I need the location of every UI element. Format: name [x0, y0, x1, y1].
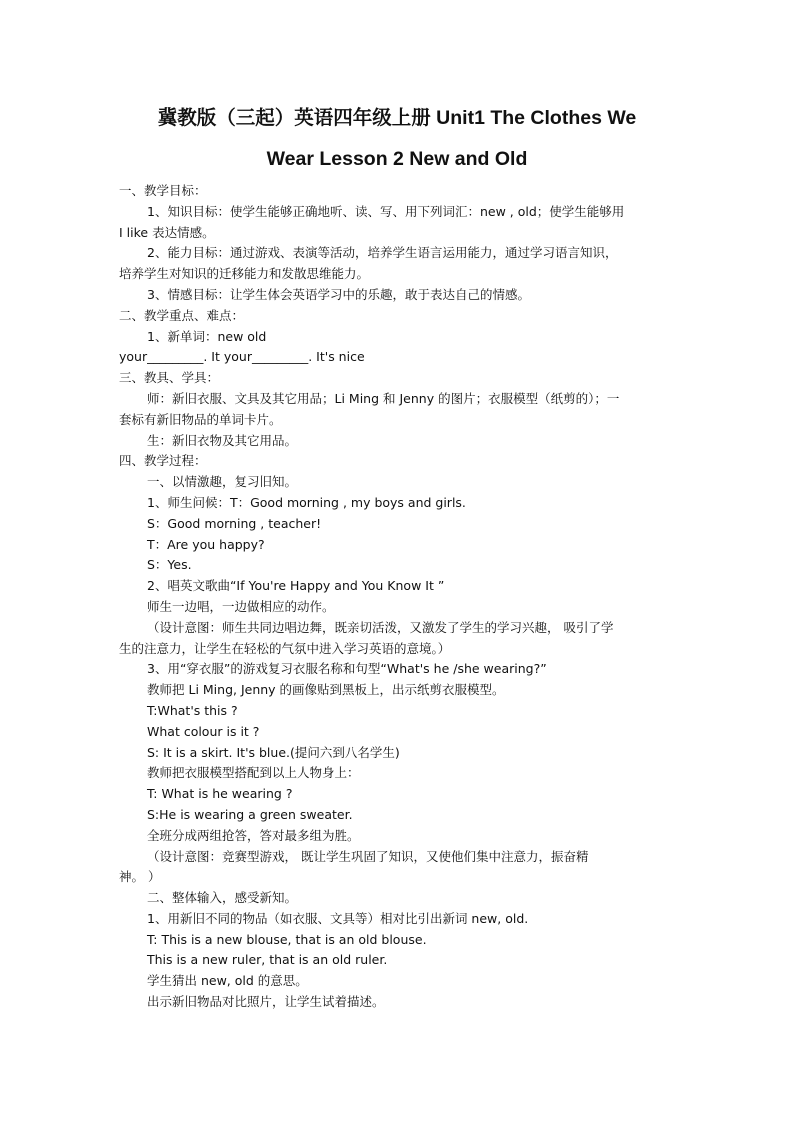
body-line: （设计意图：师生共同边唱边舞，既亲切活泼，又激发了学生的学习兴趣， 吸引了学	[147, 619, 614, 635]
body-line: I like 表达情感。	[119, 224, 215, 240]
body-line: 教师把 Li Ming, Jenny 的画像贴到黑板上，出示纸剪衣服模型。	[147, 682, 505, 698]
body-line: 1、新单词：new old	[147, 328, 267, 344]
body-line: 学生猜出 new, old 的意思。	[147, 973, 308, 989]
body-line: 生的注意力，让学生在轻松的气氛中进入学习英语的意境。）	[119, 640, 451, 656]
body-line: 一、教学目标：	[119, 183, 207, 198]
body-line: 3、用“穿衣服”的游戏复习衣服名称和句型“What's he /she wearing?”	[147, 661, 547, 677]
body-line: 2、唱英文歌曲“If You're Happy and You Know It ”	[147, 578, 445, 594]
body-line: This is a new ruler, that is an old ruler.	[147, 952, 388, 968]
body-line: 一、以情激趣，复习旧知。	[147, 474, 298, 490]
body-line: 教师把衣服模型搭配到以上人物身上：	[147, 765, 360, 781]
body-line: 师生一边唱，一边做相应的动作。	[147, 598, 335, 614]
body-line: 培养学生对知识的迁移能力和发散思维能力。	[119, 266, 370, 282]
body-line: 三、教具、学具：	[119, 370, 220, 386]
body-line: What colour is it ?	[147, 723, 260, 739]
body-line: 二、教学重点、难点：	[119, 307, 245, 323]
body-line: 神。 ）	[119, 869, 161, 885]
body-line: 生：新旧衣物及其它用品。	[147, 432, 298, 448]
body-line: 二、整体输入，感受新知。	[147, 890, 298, 906]
document-title-line-1: 冀教版（三起）英语四年级上册 Unit1 The Clothes We	[157, 107, 637, 129]
body-line: 1、用新旧不同的物品（如衣服、文具等）相对比引出新词 new, old.	[147, 910, 529, 926]
body-line: （设计意图：竞赛型游戏， 既让学生巩固了知识，又使他们集中注意力，振奋精	[147, 848, 589, 864]
body-line: 1、知识目标：使学生能够正确地听、读、写、用下列词汇：new , old；使学生能够用	[147, 203, 625, 219]
body-line: 四、教学过程：	[119, 453, 207, 469]
body-line: T：Are you happy?	[147, 536, 265, 552]
body-line: T: What is he wearing ?	[147, 786, 293, 802]
body-line: 师：新旧衣服、文具及其它用品；Li Ming 和 Jenny 的图片；衣服模型（纸剪的）；一	[147, 390, 620, 406]
body-line: 套标有新旧物品的单词卡片。	[119, 411, 282, 427]
body-line: 全班分成两组抢答，答对最多组为胜。	[147, 827, 360, 843]
document-title-line-2: Wear Lesson 2 New and Old	[266, 148, 528, 170]
body-line: S：Good morning , teacher!	[147, 515, 322, 531]
document-body	[119, 181, 679, 1013]
body-line: your_________. It your_________. It's nice	[119, 349, 365, 365]
body-line: S: It is a skirt. It's blue.(提问六到八名学生)	[147, 744, 400, 760]
body-line: 2、能力目标：通过游戏、表演等活动，培养学生语言运用能力，通过学习语言知识，	[147, 245, 618, 261]
body-line: 出示新旧物品对比照片，让学生试着描述。	[147, 994, 385, 1010]
body-line: 1、师生问候：T：Good morning , my boys and girls.	[147, 494, 466, 510]
body-line: T: This is a new blouse, that is an old blouse.	[147, 931, 427, 947]
body-line: S：Yes.	[147, 557, 192, 573]
body-line: 3、情感目标：让学生体会英语学习中的乐趣，敢于表达自己的情感。	[147, 286, 530, 302]
body-line: T:What's this ?	[147, 702, 238, 718]
body-line: S:He is wearing a green sweater.	[147, 806, 353, 822]
